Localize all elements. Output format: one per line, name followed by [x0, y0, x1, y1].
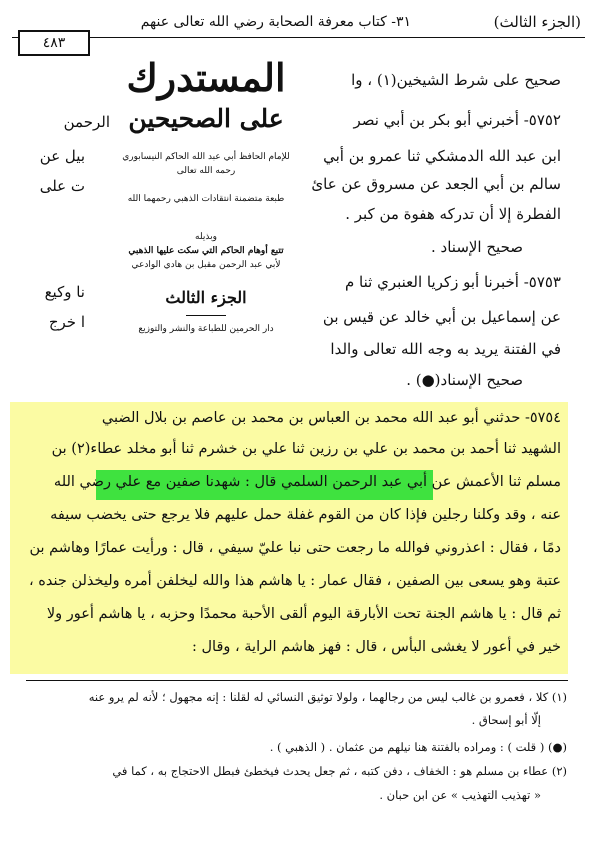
text-line: ٥٧٥٢- أخبرني أبو بكر بن أبي نصر: [353, 111, 561, 129]
cover-title: المستدرك: [126, 55, 286, 100]
text-fragment: ا خرج: [48, 313, 85, 331]
text-line: سالم بن أبي الجعد عن مسروق عن عائ: [311, 175, 561, 193]
text-fragment: ت على: [39, 177, 85, 195]
text-line: صحيح الإسناد .: [431, 238, 523, 256]
text-line: عن إسماعيل بن أبي خالد عن قيس بن: [322, 308, 561, 326]
cover-appendix-title: تتبع أوهام الحاكم التي سكت عليها الذهبي: [128, 246, 284, 256]
cover-appendix-intro: وبذيله: [195, 232, 217, 242]
text-line: الفطرة إلا أن تدركه هفوة من كبر .: [345, 205, 561, 223]
header-part-label: (الجزء الثالث): [493, 13, 581, 31]
cover-publisher: دار الحرمين للطباعة والنشر والتوزيع: [138, 324, 274, 334]
hadith-heading-5754: ٥٧٥٤- حدثني أبو عبد الله محمد بن العباس بن محمد بن عاصم بن بلال الضبي: [101, 410, 561, 426]
hadith-line: عتبة وهو يسعى بين الصفين ، فقال عمار : يا هاشم هذا والله ليخلفن أمره وليخذلن جنده ،: [29, 573, 561, 589]
cover-appendix-author: لأبي عبد الرحمن مقبل بن هادي الوادعي: [131, 260, 281, 270]
cover-author: للإمام الحافظ أبي عبد الله الحاكم النيسابوري: [122, 152, 290, 162]
hadith-line: مسلم ثنا الأعمش عن أبي عبد الرحمن السلمي قال : شهدنا صفين مع علي رضي الله: [53, 474, 561, 490]
text-fragment: الرحمن: [63, 113, 110, 131]
cover-subtitle: على الصحيحين: [128, 104, 284, 133]
text-line: صحيح الإسناد(●) .: [406, 371, 523, 389]
cover-print-note: طبعة متضمنة انتقادات الذهبي رحمهما الله: [127, 194, 285, 204]
hadith-line: عنه ، وقد وكلنا رجلين فإذا كان من القوم غفلة حمل عليهم فلا يرجع حتى يخضب سيفه: [50, 507, 561, 523]
cover-author-note: رحمه الله تعالى: [176, 166, 236, 176]
cover-ornament: [186, 307, 226, 316]
hadith-line: خير في أعور لا يغشى البأس ، قال : فهز هاشم الراية ، وقال :: [192, 639, 561, 655]
text-fragment: بيل عن: [39, 147, 85, 165]
footnote-3-cont: « تهذيب التهذيب » عن ابن حبان .: [379, 788, 541, 802]
page-number: ٤٨٣: [18, 30, 90, 56]
book-cover: [112, 52, 300, 390]
text-fragment: نا وكيع: [44, 283, 85, 301]
hadith-heading-5753: ٥٧٥٣- أخبرنا أبو زكريا العنبري ثنا م: [345, 273, 561, 291]
header-rule: [12, 37, 585, 38]
cover-volume: الجزء الثالث: [165, 288, 247, 307]
footnote-1: (١) كلا ، فعمرو بن غالب ليس من رجالهما ، ولولا توثيق النسائي له لقلنا : إنه مجهول ؛ لأنه لم يرو عنه: [88, 690, 567, 704]
footnote-rule: [26, 680, 568, 681]
hadith-line: الشهيد ثنا أحمد بن محمد بن علي بن رزين ثنا علي بن خشرم ثنا أبو مخلد عطاء(٢) بن: [51, 441, 561, 457]
hadith-line: دمًا ، فقال : اعذروني فوالله ما رجعت حتى نبا عليّ سيفي ، قال : ورأيت عمارًا وهاشم بن: [29, 540, 561, 556]
header-chapter-title: ٣١- كتاب معرفة الصحابة رضي الله تعالى عنهم: [140, 14, 411, 30]
footnote-2: (●) ( قلت ) : ومراده بالفتنة هنا نيلهم من عثمان . ( الذهبي ) .: [269, 740, 567, 754]
text-line: صحيح على شرط الشيخين(١) ، وا: [351, 71, 561, 89]
hadith-line: ثم قال : يا هاشم الجنة تحت الأبارقة اليوم ألقى الأحبة محمدًا وحزبه ، يا هاشم أعور ولا: [46, 606, 561, 622]
footnote-1-cont: إلّا أبو إسحاق .: [471, 713, 541, 727]
text-line: ابن عبد الله الدمشكي ثنا عمرو بن أبي: [323, 147, 561, 165]
hadith-heading-5752: [353, 111, 561, 129]
footnote-3: (٢) عطاء بن مسلم هو : الخفاف ، دفن كتبه ، ثم جعل يحدث فيخطئ فبطل الاحتجاج به ، كما في: [112, 764, 567, 778]
text-line: في الفتنة يريد به وجه الله تعالى والدا: [330, 340, 561, 358]
